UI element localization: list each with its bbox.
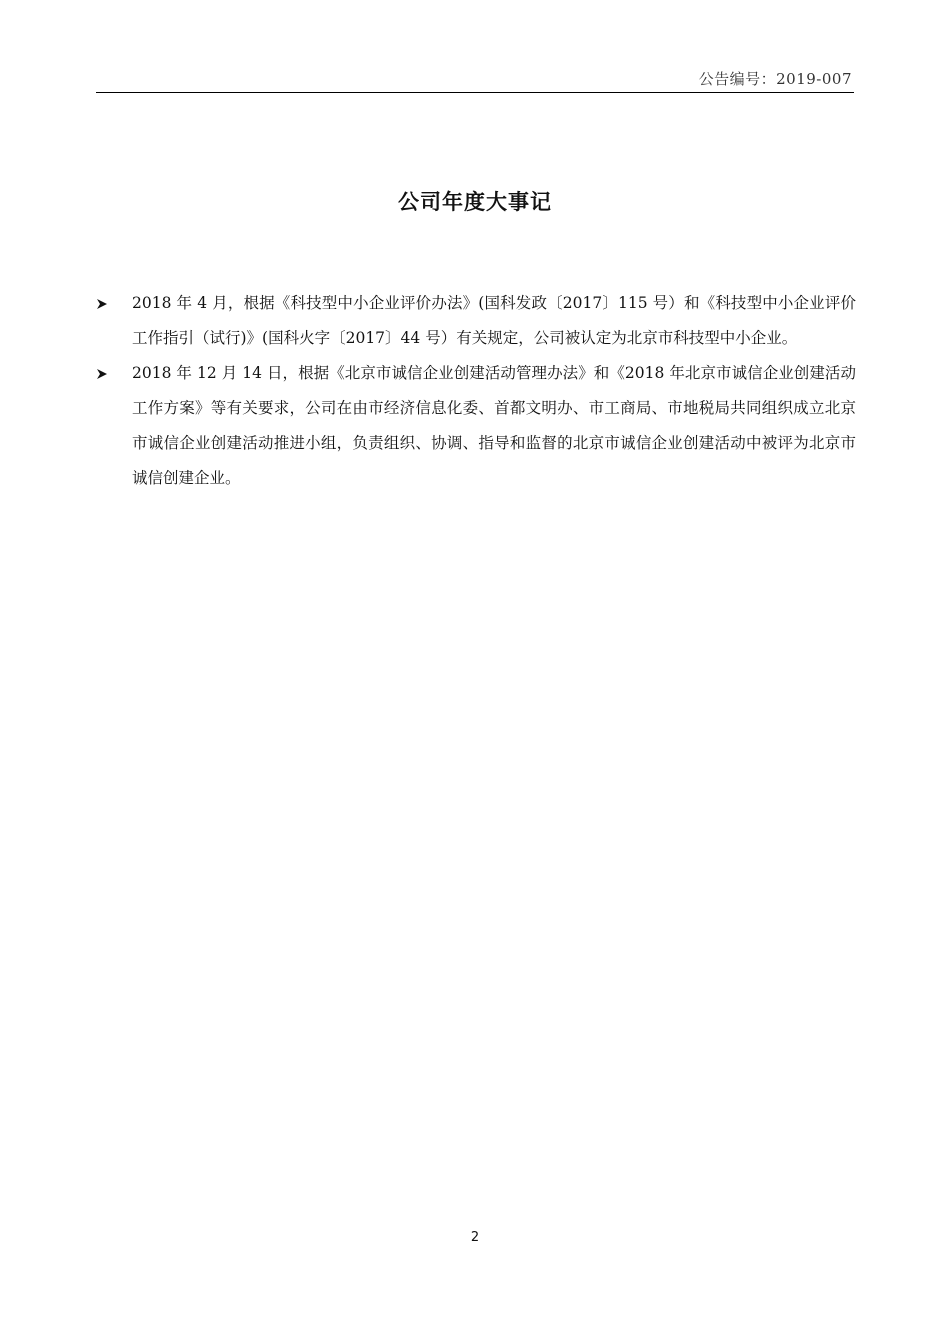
list-item [96, 356, 856, 496]
announcement-number: 公告编号：2019-007 [698, 70, 852, 88]
page-header [96, 64, 854, 93]
arrowhead-bullet-icon [96, 286, 110, 321]
events-list [96, 286, 856, 496]
page-title: 公司年度大事记 [398, 190, 552, 214]
arrowhead-bullet-icon [96, 356, 110, 391]
page-number: 2 [470, 1230, 480, 1245]
list-item [96, 286, 856, 356]
event-text: 2018 年 4 月，根据《科技型中小企业评价办法》(国科发政〔2017〕115 号）和《科技型中小企业评价工作指引（试行)》(国科火字〔2017〕44 号）有关规定，公司被认定为北京市科技型中小企业。 [132, 294, 856, 347]
event-text: 2018 年 12 月 14 日，根据《北京市诚信企业创建活动管理办法》和《2018 年北京市诚信企业创建活动工作方案》等有关要求，公司在由市经济信息化委、首都文明办、市工商局、市地税局共同组织成立北京市诚信企业创建活动推进小组，负责组织、协调、指导和监督的北京市诚信企业创建活动中被评为北京市诚信创建企业。 [132, 364, 856, 487]
